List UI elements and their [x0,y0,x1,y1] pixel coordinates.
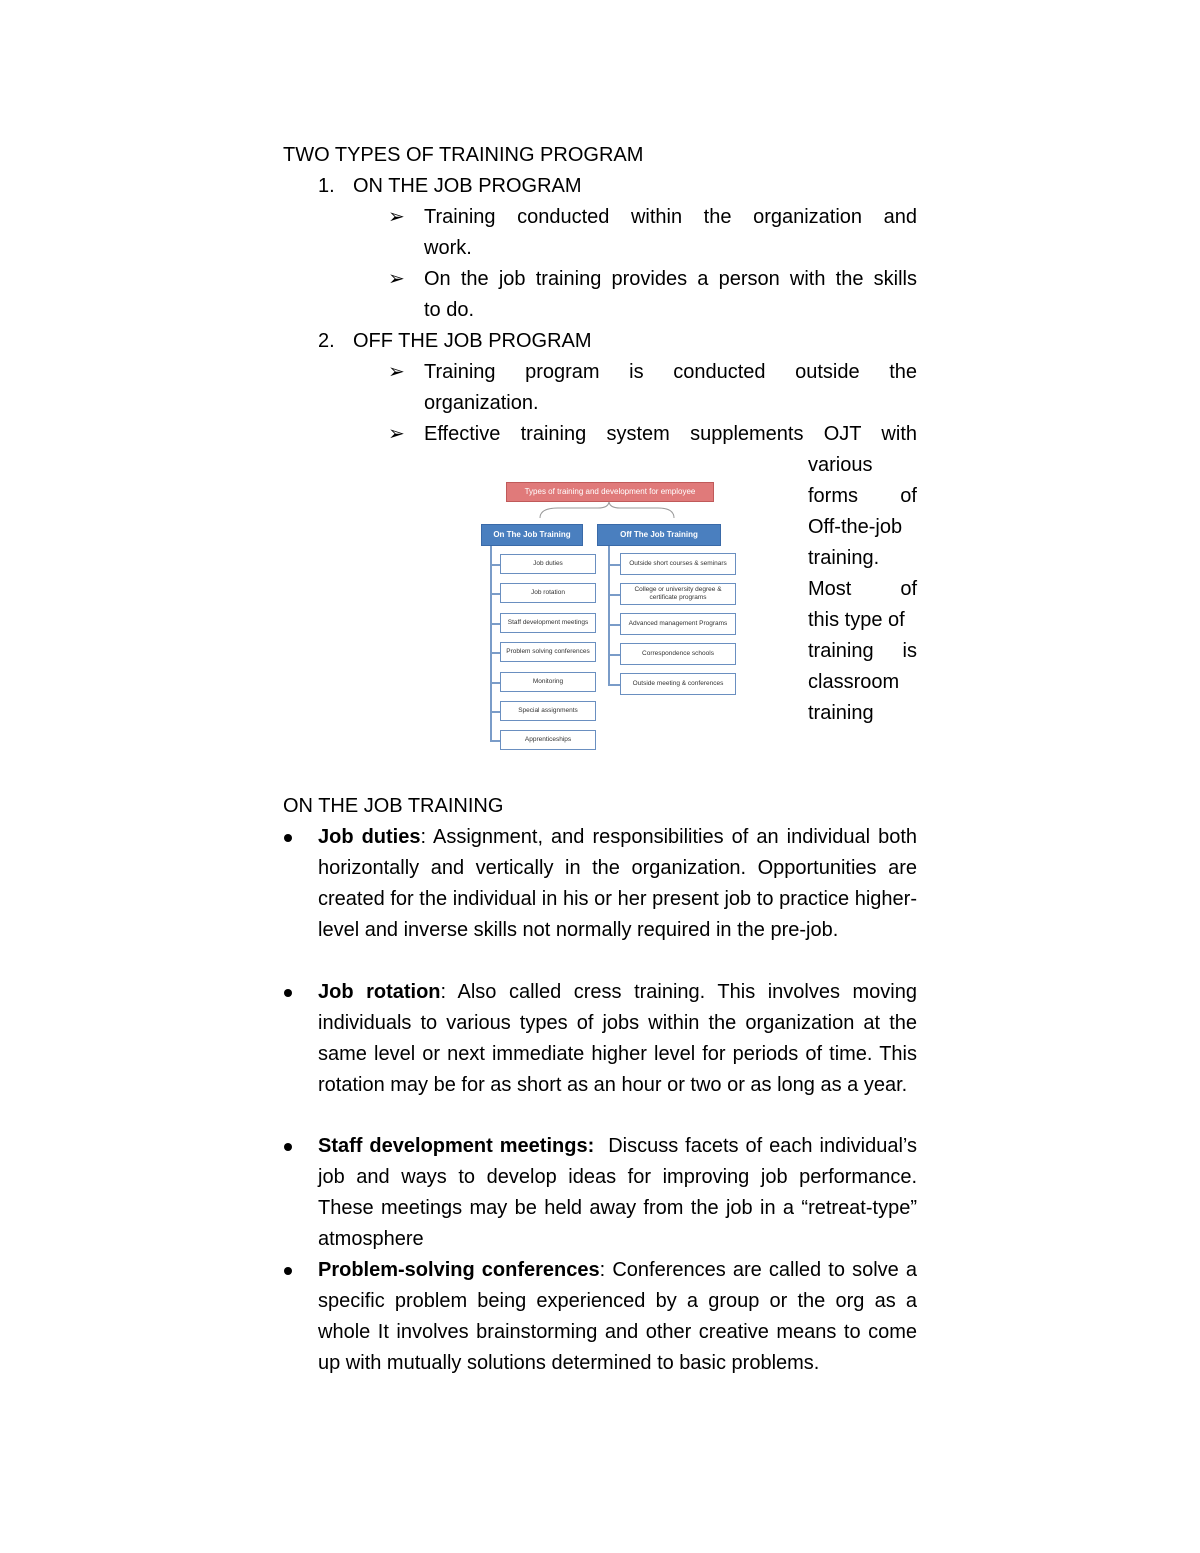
ojt-item-job-duties [318,822,917,946]
on-item-job-rotation: Job rotation [500,583,596,603]
ojt-sep: : [599,1259,606,1281]
off-job-header: Off The Job Training [597,524,721,546]
connector-tick [490,652,500,654]
connector-tick [490,711,500,713]
on-item-problem-solving: Problem solving conferences [500,642,596,662]
round-bullet-icon [284,1143,292,1151]
off-item-correspondence: Correspondence schools [620,643,736,665]
wrap-line: this type of [808,609,905,631]
on-item-special-assignments: Special assignments [500,701,596,721]
connector-tick [608,594,620,596]
connector-tick [608,564,620,566]
wrap-line: training. [808,547,880,569]
connector-tick [490,593,500,595]
connector-tick [490,564,500,566]
on-item-job-duties: Job duties [500,554,596,574]
off-item-college-degree: College or university degree & certificate programs [620,583,736,605]
ojt-term: Job rotation [318,981,441,1003]
ojt-text: Assignment, and responsibilities of an individual both horizontally and vertically in the organization. Opportunities are created for the individual in his or her present job to practice higher- level and inverse skills not normally required in the pre-job. [318,826,917,941]
off-item-short-courses: Outside short courses & seminars [620,553,736,575]
round-bullet-icon [284,834,292,842]
wrap-line: classroom [808,671,900,693]
program-1-point-2-line-2: to do. [424,299,475,321]
ojt-term: Staff development meetings: [318,1135,595,1157]
round-bullet-icon [284,989,292,997]
ojt-text: Also called cress training. This involves moving individuals to various types of jobs within the organization at the same level or next immediate higher level for periods of time. This rotation may be for as short as an hour or two or as long as a year. [318,981,917,1096]
main-heading: TWO TYPES OF TRAINING PROGRAM [283,144,644,166]
round-bullet-icon [284,1267,292,1275]
wrap-line: Off-the-job [808,516,903,538]
program-1-number: 1. [318,175,335,197]
program-2-point-1-line-1: Training program is conducted outside the [424,361,917,383]
wrap-line: various [808,454,873,476]
program-1-point-2-line-1: On the job training provides a person with the skills [424,268,917,290]
on-item-apprenticeships: Apprenticeships [500,730,596,750]
ojt-text: Discuss facets of each individual’s job and ways to develop ideas for improving job performance. These meetings may be held away from the job in a “retreat-type” atmosphere [318,1135,923,1250]
program-1-point-1-line-1: Training conducted within the organization and [424,206,917,228]
wrap-line: training is [808,640,917,662]
arrow-bullet-icon: ➢ [388,206,405,228]
program-1-point-1-line-2: work. [424,237,472,259]
diagram-title: Types of training and development for employee [506,482,714,502]
program-2-point-1-line-2: organization. [424,392,539,414]
connector-tick [490,623,500,625]
ojt-item-problem-solving [318,1255,917,1379]
off-item-outside-meeting: Outside meeting & conferences [620,673,736,695]
connector-tick [490,740,500,742]
program-2-title: OFF THE JOB PROGRAM [353,330,592,352]
on-item-staff-meetings: Staff development meetings [500,613,596,633]
wrap-line: forms of [808,485,917,507]
ojt-heading: ON THE JOB TRAINING [283,795,504,817]
connector-tick [608,624,620,626]
wrap-line: Most of [808,578,917,600]
ojt-text: Conferences are called to solve a specific problem being experienced by a group or the org as a whole It involves brainstorming and other creative means to come up with mutually solutions determined to basic problems. [318,1259,917,1374]
training-types-diagram [478,474,742,758]
arrow-bullet-icon: ➢ [388,268,405,290]
on-job-header: On The Job Training [481,524,583,546]
ojt-sep: : [440,981,447,1003]
ojt-item-job-rotation [318,977,917,1101]
connector-tick [490,682,500,684]
ojt-sep: : [420,826,427,848]
arrow-bullet-icon: ➢ [388,361,405,383]
off-item-advanced-management: Advanced management Programs [620,613,736,635]
off-job-connector [608,546,610,684]
ojt-term: Job duties [318,826,421,848]
program-2-point-2-line-1: Effective training system supplements OJT with [424,423,917,445]
program-2-number: 2. [318,330,335,352]
on-item-monitoring: Monitoring [500,672,596,692]
program-1-title: ON THE JOB PROGRAM [353,175,582,197]
ojt-item-staff-meetings [318,1131,923,1255]
wrap-line: training [808,702,874,724]
connector-tick [608,684,620,686]
arrow-bullet-icon: ➢ [388,423,405,445]
connector-tick [608,654,620,656]
ojt-term: Problem-solving conferences [318,1259,600,1281]
